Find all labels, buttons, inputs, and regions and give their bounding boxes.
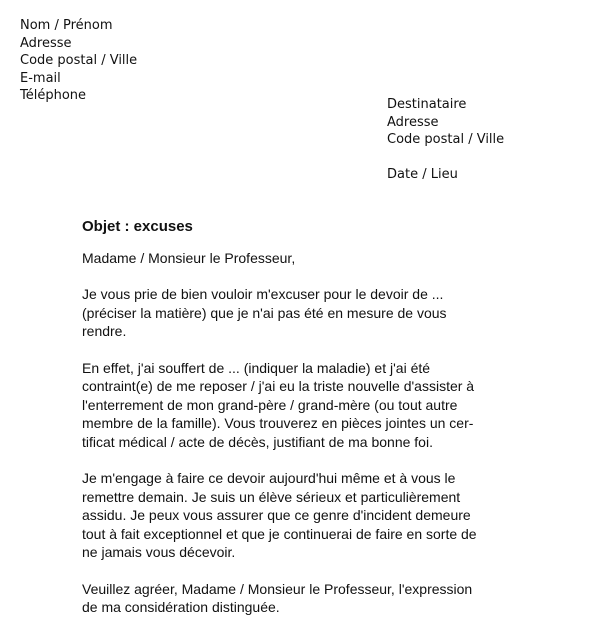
paragraph-line: (préciser la matière) que je n'ai pas été en mesure de vous [82,304,447,321]
paragraph-line: rendre. [82,323,127,339]
sender-address: Adresse [20,35,72,51]
sender-name: Nom / Prénom [20,18,113,33]
paragraph-line: remettre demain. Je suis un élève sérieux et particulièrement [82,488,461,505]
paragraph-line: tout à fait exceptionnel et que je continuerai de faire en sorte de [82,525,477,542]
recipient-address: Adresse [387,114,439,130]
paragraph-line: Je vous prie de bien vouloir m'excuser pour le devoir de ... [82,286,444,302]
recipient-postal-city: Code postal / Ville [387,132,505,147]
paragraph-line: membre de la famille). Vous trouverez en pièces jointes un cer- [82,415,474,431]
paragraph-line: Je m'engage à faire ce devoir aujourd'hui même et à vous le [82,470,456,486]
paragraph-line: contraint(e) de me reposer / j'ai eu la triste nouvelle d'assister à [82,378,475,394]
paragraph-commitment [82,469,512,562]
sender-block [20,17,137,105]
paragraph-line: ne jamais vous décevoir. [82,544,236,560]
paragraph-line: assidu. Je peux vous assurer que ce genre d'incident demeure [82,507,471,523]
sender-email: E-mail [20,70,61,86]
subject-line: Objet : excuses [82,218,193,235]
sender-postal-city: Code postal / Ville [20,53,138,68]
date-place: Date / Lieu [387,167,458,182]
paragraph-reason [82,359,512,452]
spacer [387,149,504,167]
recipient-block [387,96,504,184]
paragraph-closing [82,580,512,617]
paragraph-apology [82,285,512,341]
recipient-name: Destinataire [387,97,467,112]
letter-body [82,218,512,617]
paragraph-line: Veuillez agréer, Madame / Monsieur le Professeur, l'expression [82,580,473,597]
salutation [82,249,512,268]
paragraph-line: En effet, j'ai souffert de ... (indiquer la maladie) et j'ai été [82,359,431,376]
paragraph-line: tificat médical / acte de décès, justifiant de ma bonne foi. [82,433,433,450]
salutation-text: Madame / Monsieur le Professeur, [82,249,296,266]
paragraph-line: l'enterrement de mon grand-père / grand-mère (ou tout autre [82,396,458,413]
paragraph-line: de ma considération distinguée. [82,599,280,615]
sender-phone: Téléphone [20,88,87,103]
